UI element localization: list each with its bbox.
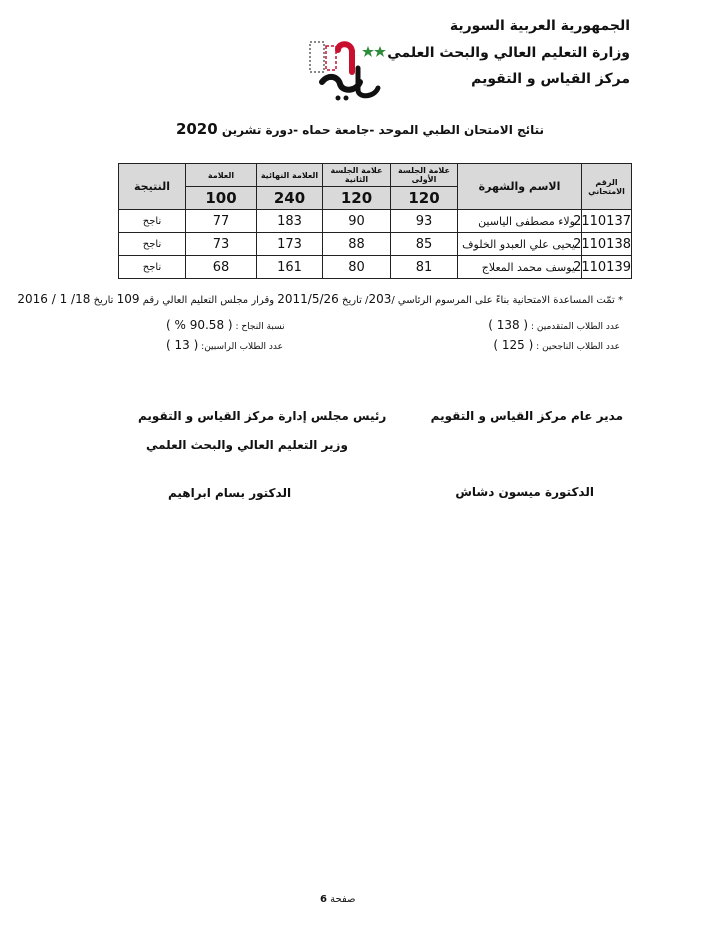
minister-title: وزير التعليم العالي والبحث العلمي <box>146 438 348 452</box>
note-decree-date: 2011/5/26 <box>277 292 339 306</box>
page-label: صفحة <box>330 894 356 905</box>
note-star: * <box>618 295 623 306</box>
header-second-session: علامة الجلسة الثانية <box>323 164 391 187</box>
pass-rate <box>166 318 285 332</box>
page-number-value: 6 <box>320 894 327 905</box>
note-decision-number: 109 <box>116 292 140 306</box>
applicants-label: عدد الطلاب المتقدمين : <box>530 322 620 332</box>
max-grade: 100 <box>186 187 257 210</box>
note-decree-number: 203 <box>368 292 392 306</box>
title-text: نتائج الامتحان الطبي الموحد -جامعة حماه -دورة تشرين <box>221 123 545 137</box>
table-row <box>119 233 632 256</box>
failed-value: ( 13 ) <box>166 338 199 352</box>
cell-result: ناجح <box>119 210 186 233</box>
exam-assistance-note <box>17 292 623 306</box>
cell-final-mark: 183 <box>257 210 323 233</box>
cell-result: ناجح <box>119 233 186 256</box>
header-exam-number: الرقم الامتحاني <box>582 164 632 210</box>
cell-exam-number: 2110138 <box>582 233 632 256</box>
table-header-row <box>119 164 632 187</box>
minister-name: الدكتور بسام ابراهيم <box>168 486 292 500</box>
applicants-count <box>488 318 620 332</box>
failed-count <box>166 338 283 352</box>
table-row <box>119 256 632 279</box>
cell-grade: 73 <box>186 233 257 256</box>
cell-final-mark: 173 <box>257 233 323 256</box>
director-name: الدكتورة ميسون دشاش <box>455 485 594 499</box>
exam-results-title <box>0 120 720 138</box>
cell-exam-number: 2110137 <box>582 210 632 233</box>
ministry-header-line-1: الجمهورية العربية السورية <box>449 18 630 34</box>
failed-label: عدد الطلاب الراسبين: <box>201 342 284 352</box>
passed-value: ( 125 ) <box>493 338 534 352</box>
cell-second-session: 80 <box>323 256 391 279</box>
cell-final-mark: 161 <box>257 256 323 279</box>
director-title: مدير عام مركز القياس و التقويم <box>430 409 623 423</box>
pass-rate-value: ( 90.58 % ) <box>166 318 233 332</box>
passed-count <box>493 338 620 352</box>
page-number <box>320 894 356 905</box>
center-logo <box>308 38 390 104</box>
cell-second-session: 90 <box>323 210 391 233</box>
max-final-mark: 240 <box>257 187 323 210</box>
ministry-header-line-3: مركز القياس و التقويم <box>471 71 630 87</box>
max-first-session: 120 <box>391 187 458 210</box>
cell-exam-number: 2110139 <box>582 256 632 279</box>
cell-grade: 68 <box>186 256 257 279</box>
title-year: 2020 <box>175 120 218 138</box>
cell-second-session: 88 <box>323 233 391 256</box>
results-table <box>118 163 632 279</box>
note-decision-date: 18/ 1 / 2016 <box>17 292 91 306</box>
ministry-header-line-2: وزارة التعليم العالي والبحث العلمي <box>387 45 630 61</box>
pass-rate-label: نسبة النجاح : <box>235 322 285 332</box>
header-first-session: علامة الجلسة الأولى <box>391 164 458 187</box>
table-row <box>119 210 632 233</box>
applicants-value: ( 138 ) <box>488 318 529 332</box>
cell-result: ناجح <box>119 256 186 279</box>
note-text-2: / تاريخ <box>341 295 369 306</box>
header-grade: العلامة <box>186 164 257 187</box>
header-final-mark: العلامة النهائية <box>257 164 323 187</box>
cell-first-session: 81 <box>391 256 458 279</box>
cell-first-session: 93 <box>391 210 458 233</box>
cell-grade: 77 <box>186 210 257 233</box>
cell-name: يوسف محمد المعلاج <box>458 256 582 279</box>
cell-name: يحيى علي العبدو الخلوف <box>458 233 582 256</box>
board-chair-title: رئيس مجلس إدارة مركز القياس و التقويم <box>138 409 387 423</box>
note-text-3: وقرار مجلس التعليم العالي رقم <box>142 295 275 306</box>
note-text-4: تاريخ <box>93 295 114 306</box>
header-full-name: الاسم والشهرة <box>458 164 582 210</box>
note-text-1: تمّت المساعدة الامتحانية بناءً على المرسوم الرئاسي / <box>391 295 615 306</box>
cell-name: ولاء مصطفى الياسين <box>458 210 582 233</box>
passed-label: عدد الطلاب الناجحين : <box>536 342 620 352</box>
max-second-session: 120 <box>323 187 391 210</box>
cell-first-session: 85 <box>391 233 458 256</box>
header-result: النتيجة <box>119 164 186 210</box>
